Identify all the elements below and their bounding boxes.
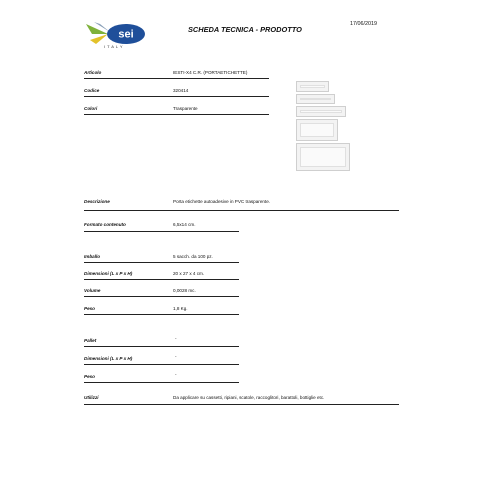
dimensioni-pallet-value: - (175, 354, 177, 359)
product-image-xlarge (296, 143, 350, 171)
colori-value: Trasparente (173, 106, 198, 111)
peso-pallet-label: Peso (84, 374, 95, 379)
dimensioni-divider (84, 279, 239, 280)
articolo-divider (84, 78, 269, 79)
peso-pallet-divider (84, 382, 239, 383)
peso-label: Peso (84, 306, 95, 311)
product-image-medium (296, 94, 335, 104)
codice-value: 320414 (173, 88, 189, 93)
imballo-label: Imballo (84, 254, 101, 259)
pallet-label: Pallet (84, 338, 97, 343)
codice-divider (84, 96, 269, 97)
codice-label: Codice (84, 88, 100, 93)
product-image-long (296, 106, 346, 117)
volume-label: Volume (84, 288, 101, 293)
utilizzi-value: Da applicare su cassetti, ripiani, scatole, raccoglitori, barattoli, bottiglie etc. (173, 395, 325, 400)
descrizione-label: Descrizione (84, 199, 110, 204)
descrizione-value: Porta etichette autoadesive in PVC trasparente. (173, 199, 271, 204)
pallet-divider (84, 346, 239, 347)
formato-value: 6,5x14 cm. (173, 222, 196, 227)
product-image-small (296, 81, 329, 92)
colori-label: Colori (84, 106, 98, 111)
articolo-label: Articolo (84, 70, 102, 75)
logo-wordmark: sei (118, 28, 134, 41)
product-image-large (296, 119, 338, 141)
dimensioni-label: Dimensioni (L x P x H) (84, 271, 133, 276)
imballo-value: 5 sacch. da 100 pz. (173, 254, 213, 259)
formato-label: Formato contenuto (84, 222, 126, 227)
peso-divider (84, 314, 239, 315)
page-title: SCHEDA TECNICA - PRODOTTO (188, 25, 302, 34)
utilizzi-divider (84, 404, 399, 405)
imballo-divider (84, 262, 239, 263)
volume-value: 0,0028 mc. (173, 288, 196, 293)
dimensioni-pallet-label: Dimensioni (L x P x H) (84, 356, 133, 361)
peso-pallet-value: - (175, 372, 177, 377)
colori-divider (84, 114, 269, 115)
logo-subtitle: ITALY (104, 44, 125, 49)
formato-divider (84, 231, 239, 232)
document-date: 17/06/2019 (350, 21, 377, 27)
peso-value: 1,8 Kg. (173, 306, 188, 311)
volume-divider (84, 296, 239, 297)
descrizione-divider (84, 210, 399, 211)
pallet-value: - (175, 336, 177, 341)
articolo-value: IESTI-X4 C.R. (PORTAETICHETTE) (173, 70, 248, 75)
dimensioni-value: 20 x 27 x 4 cm. (173, 271, 205, 276)
utilizzi-label: Utilizzi (84, 395, 99, 400)
dimensioni-pallet-divider (84, 364, 239, 365)
